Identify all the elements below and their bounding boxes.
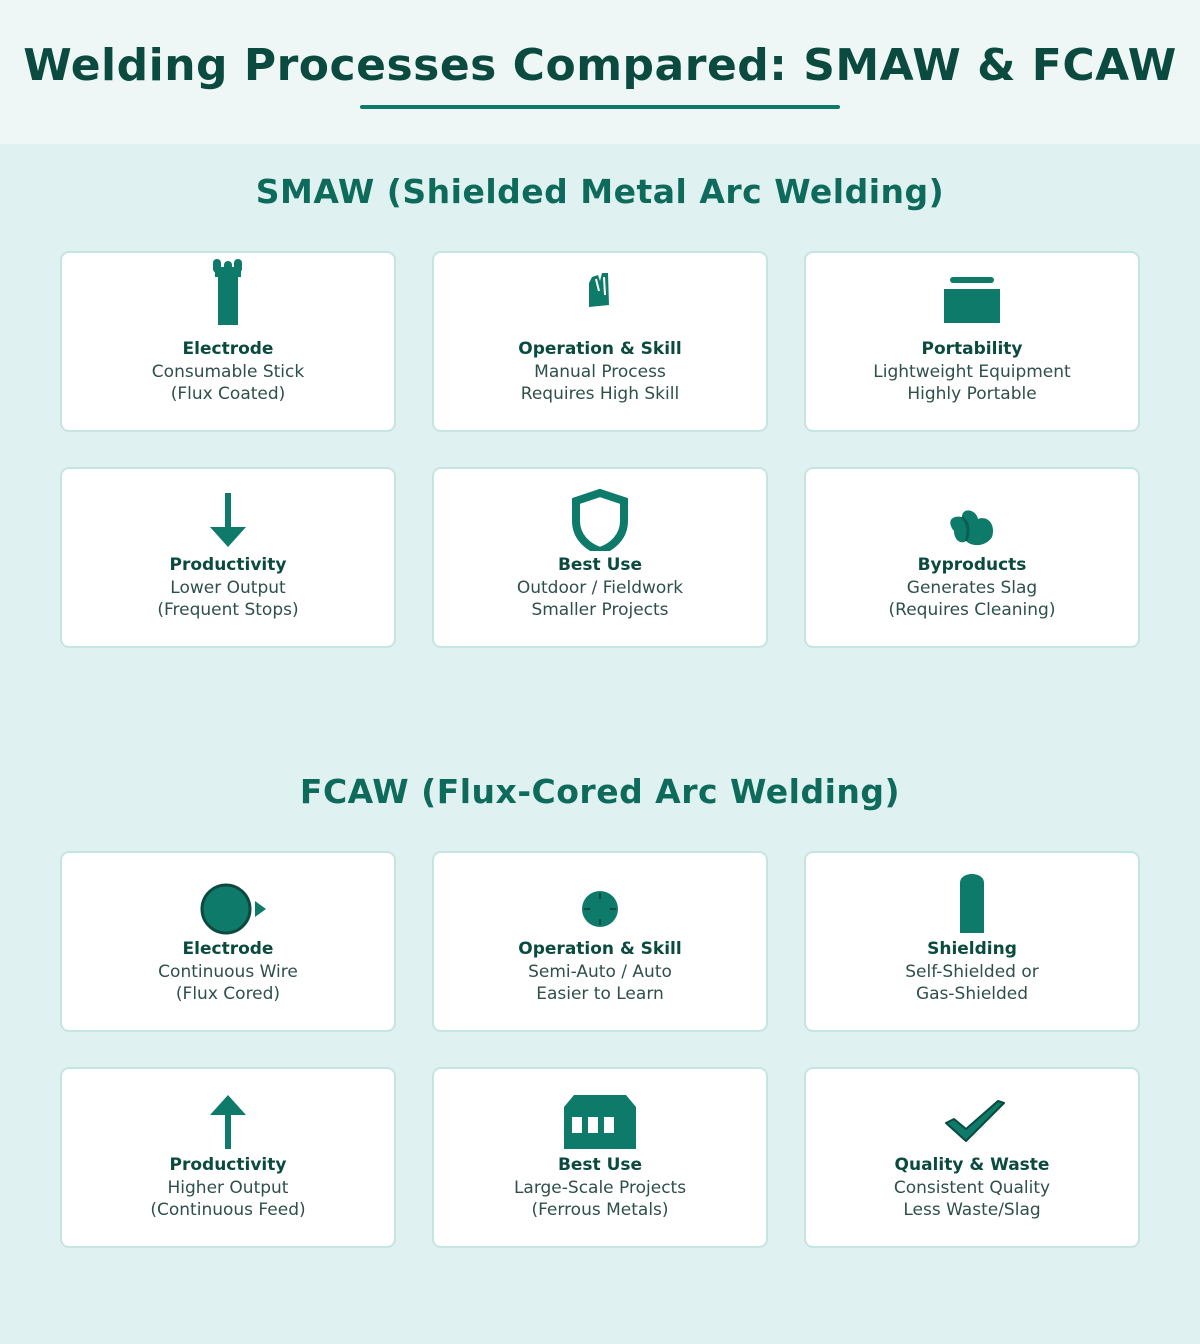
arrow-down-icon [62, 469, 394, 553]
card-label: Productivity [169, 555, 287, 575]
arrow-up-icon [62, 1069, 394, 1153]
card-detail: (Flux Coated) [170, 384, 286, 404]
hand-tool-icon [434, 253, 766, 337]
electrode-stick-icon [62, 253, 394, 337]
card-detail: (Ferrous Metals) [531, 1200, 669, 1220]
card-label: Productivity [169, 1155, 287, 1175]
smaw-card-best-use [432, 467, 768, 648]
card-detail: (Frequent Stops) [157, 600, 299, 620]
card-detail: Manual Process [534, 362, 666, 382]
card-detail: Requires High Skill [520, 384, 680, 404]
page-title: Welding Processes Compared: SMAW & FCAW [23, 40, 1177, 91]
card-detail: Smaller Projects [531, 600, 669, 620]
wire-spool-icon [62, 853, 394, 937]
card-detail: Outdoor / Fieldwork [516, 578, 684, 598]
title-underline [360, 105, 840, 109]
card-label: Byproducts [917, 555, 1027, 575]
card-label: Best Use [557, 555, 643, 575]
smaw-card-electrode [60, 251, 396, 432]
fcaw-card-productivity [60, 1067, 396, 1248]
smaw-card-byproducts [804, 467, 1140, 648]
card-detail: Self-Shielded or [905, 962, 1039, 982]
fcaw-card-electrode [60, 851, 396, 1032]
smaw-card-productivity [60, 467, 396, 648]
card-detail: Lightweight Equipment [873, 362, 1071, 382]
card-detail: Semi-Auto / Auto [528, 962, 672, 982]
card-detail: Large-Scale Projects [513, 1178, 687, 1198]
card-detail: Generates Slag [906, 578, 1038, 598]
checkmark-icon [806, 1069, 1138, 1153]
fcaw-card-operation [432, 851, 768, 1032]
card-detail: Highly Portable [907, 384, 1037, 404]
smaw-card-operation [432, 251, 768, 432]
card-detail: Gas-Shielded [915, 984, 1029, 1004]
card-detail: Consistent Quality [893, 1178, 1051, 1198]
shield-icon [434, 469, 766, 553]
card-label: Shielding [927, 939, 1017, 959]
card-detail: Continuous Wire [158, 962, 298, 982]
card-detail: Less Waste/Slag [903, 1200, 1041, 1220]
toolbox-icon [806, 253, 1138, 337]
smaw-card-portability [804, 251, 1140, 432]
card-detail: Lower Output [170, 578, 286, 598]
slag-blob-icon [806, 469, 1138, 553]
fcaw-section-title: FCAW (Flux-Cored Arc Welding) [299, 772, 901, 811]
card-label: Electrode [182, 339, 274, 359]
factory-icon [434, 1069, 766, 1153]
smaw-section-title: SMAW (Shielded Metal Arc Welding) [255, 172, 945, 211]
card-label: Operation & Skill [518, 939, 682, 959]
card-detail: Consumable Stick [151, 362, 305, 382]
fcaw-card-best-use [432, 1067, 768, 1248]
card-label: Electrode [182, 939, 274, 959]
card-detail: (Requires Cleaning) [888, 600, 1056, 620]
gas-cylinder-icon [806, 853, 1138, 937]
fcaw-card-shielding [804, 851, 1140, 1032]
card-detail: (Flux Cored) [175, 984, 281, 1004]
card-detail: Easier to Learn [536, 984, 664, 1004]
fcaw-card-quality [804, 1067, 1140, 1248]
gear-icon [434, 853, 766, 937]
card-label: Best Use [557, 1155, 643, 1175]
card-label: Operation & Skill [518, 339, 682, 359]
card-label: Portability [921, 339, 1023, 359]
card-detail: (Continuous Feed) [150, 1200, 306, 1220]
card-detail: Higher Output [167, 1178, 289, 1198]
card-label: Quality & Waste [894, 1155, 1050, 1175]
